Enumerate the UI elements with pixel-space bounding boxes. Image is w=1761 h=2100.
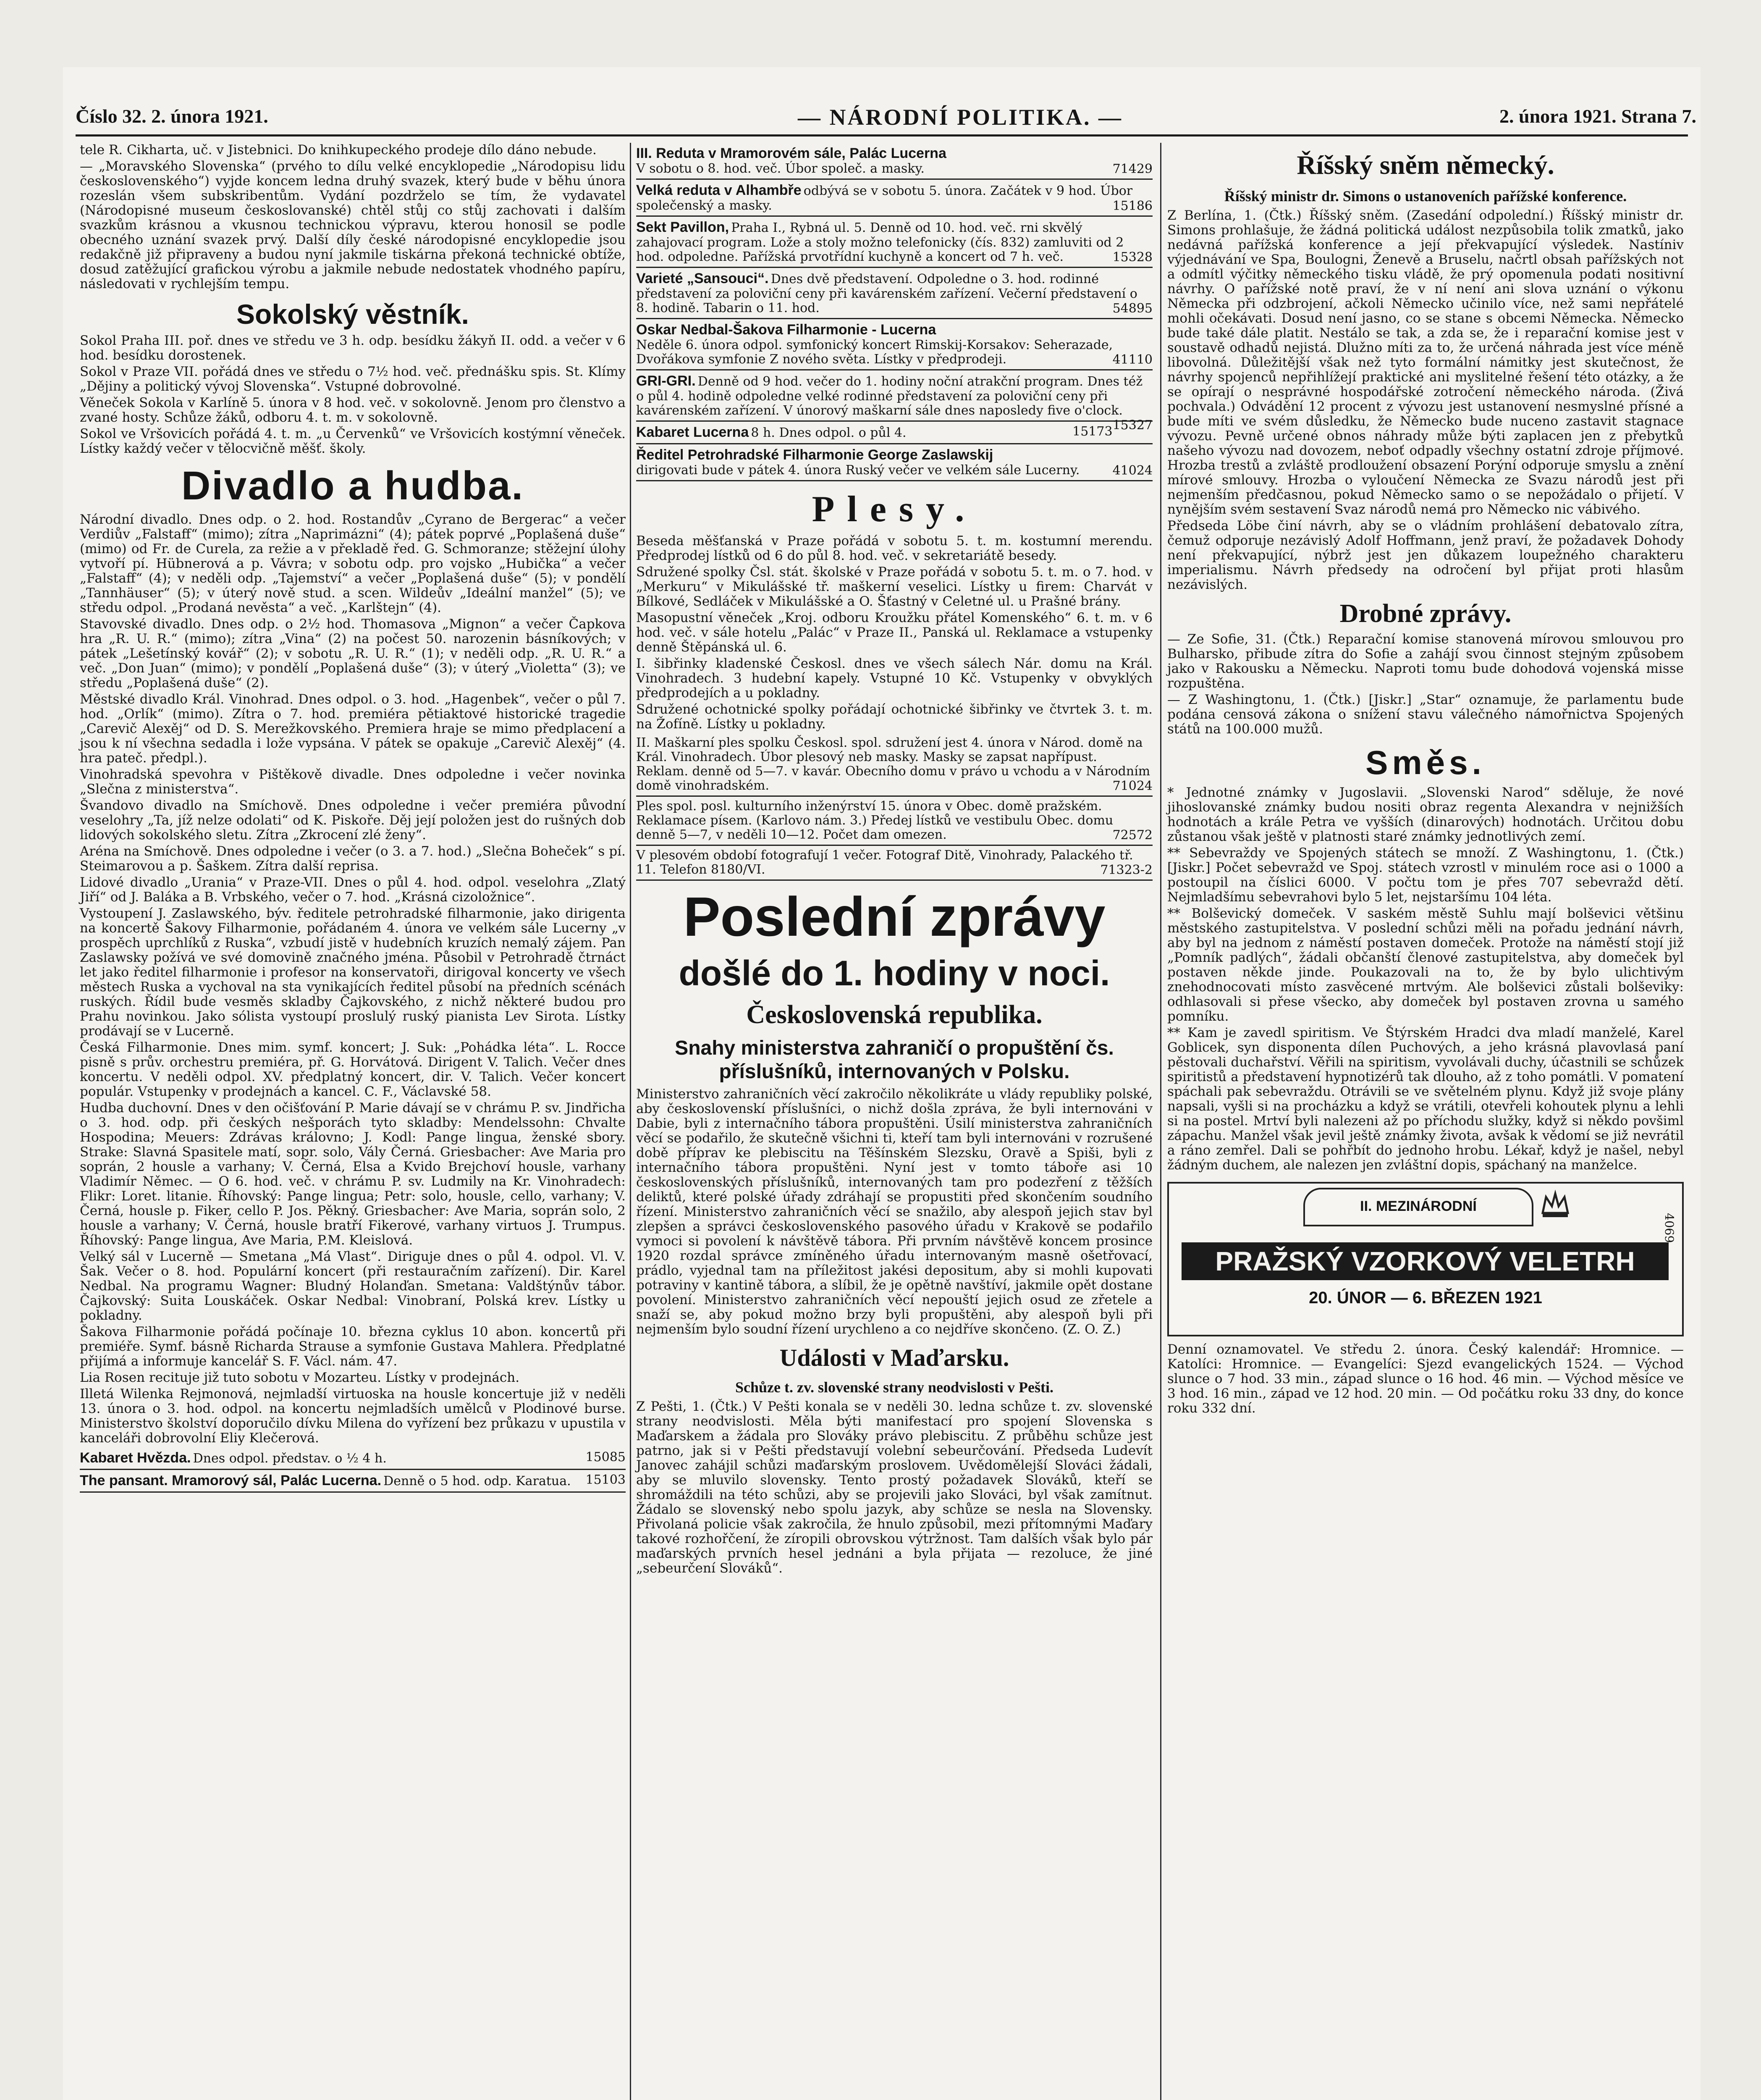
theatre-notice: Hudba duchovní. Dnes v den očišťování P. Marie dávají se v chrámu P. sv. Jindřicha o 3. hod. odp. při českých nešporách tyto skladby: Mendelssohn: Chvalte Hospodina; Meuers: Zdrávas královno; J. Kodl: Pange lingua, ženské sbory. Strake: Slavná Spasitele matí, sopr. solo, Vály Černá. Griesbacher: Ave Maria pro soprán, 2 housle a varhany; V. Černá, Elsa a Kvido Brejchoví housle, varhany Vladimír Němec. — O 6. hod. več. v chrámu P. sv. Ludmily na Kr. Vinohradech: Flikr: Loret. litanie. Říhovský: Pange lingua; Petr: solo, housle, cello, varhany; V. Černá, housle p. Fiker, cello P. Jos. Pěkný. Griesbacher: Ave Maria, soprán solo, 2 housle a varhany; V. Černá, housle bratří Fikerové, varhany virtuos J. Trumpus. Říhovský: Pange lingua, Ave Maria, P.M. Kleislová. — [80, 1100, 626, 1248]
notice: Sokol ve Vršovicích pořádá 4. t. m. „u Červenků“ ve Vršovicích kostýmní věneček. Lístky každý večer v tělocvičně měšť. školy. — [80, 426, 626, 456]
ad-number: 15103 — [585, 1473, 626, 1487]
classified-ad — [80, 1470, 626, 1493]
ad-text: dirigovati bude v pátek 4. února Ruský večer ve velkém sále Lucerny. — [636, 463, 1080, 478]
miscellany-item: ** Sebevraždy ve Spojených státech se množí. Z Washingtonu, 1. (Čtk.) [Jiskr.] Počet sebevražd ve Spoj. státech vzrostl v minulém roce asi o 1000 a postoupil na číslici 6000. V počtu tom je přes 707 sebevražd dětí. Nejmladšímu sebevrahovi bylo 5 let, nejstaršímu 104 léta. — [1167, 845, 1684, 905]
ad-number: 71323-2 — [1100, 863, 1153, 877]
article-headline: Říšský ministr dr. Simons o ustanoveních pařížské konference. — [1224, 188, 1627, 205]
newspaper-title: — NÁRODNÍ POLITIKA. — — [798, 105, 1123, 130]
ad-text: Neděle 6. února odpol. symfonický koncert Rimskij-Korsakov: Seherazade, Dvořákova symfonie Z nového světa. Lístky v předprodeji. — [636, 338, 1113, 367]
ad-number: 71024 — [1112, 779, 1153, 793]
trade-fair-advertisement — [1167, 1182, 1684, 1336]
theatre-notice: Městské divadlo Král. Vinohrad. Dnes odpol. o 3. hod. „Hagenbek“, večer o půl 7. hod. „Orlík“ (mimo). Zítra o 7. hod. premiéra pětiaktové historické tragedie „Carevič Alexěj“ od D. S. Merežkovského. Premiera hraje se mimo předplacení a jsou k ní všechna sedadla i lože vypsána. V pátek se opakuje „Carevič Alexěj“ (4. hra pateč. předpl.). — [80, 692, 626, 766]
column-middle — [636, 143, 1153, 1578]
ad-number: 54895 — [1112, 301, 1153, 316]
article-text: Ministerstvo zahraničních věcí zakročilo několikráte u vlády republiky polské, aby československí příslušníci, o nichž došla zpráva, že byli internováni v Dabie, byli z internačního tábora propuštěni. Úsilí ministerstva zahraničních věcí se podařilo, že skutečně všichni ti, kteří tam byli internováni v rozrušené době příprav ke plebiscitu na Těšínském Slezsku, Oravě a Spiši, byli z internačního tábora propuštěni. Nyní jest v tomto táboře asi 10 československých příslušníků, internovaných tam pro podezření z těžších deliktů, které polské úřady zdráhají se propustiti před skončením soudního řízení. Ministerstvo zahraničních věcí se snažilo, aby alespoň jejich stav byl zlepšen a správci československého pasového úřadu v Krakově se podařilo vymoci si povolení k návštěvě tábora. Při prvním návštěvě koncem prosince 1920 rozdal správce zmíněného úřadu internovaným masně ošetřovací, prádlo, vyjednal tam na příležitost jakési depositum, aby si mohli kupovati potraviny v kantině tábora, a slíbil, že je opětně navštíví, jakmile opět dostane povolení. Ministerstvo zahraničních věcí nepouští jejich osud ze zřetele a snaží se, aby pokud možno brzy byli propuštěni, aby alespoň byli při nejmenším bylo soudní řízení urychleno a co nejdříve skončeno. (Z. O. Z.) — [636, 1087, 1153, 1337]
theatre-notice: Česká Filharmonie. Dnes mim. symf. koncert; J. Suk: „Pohádka léta“. L. Rocce pisně s prův. orchestru premiéra, př. G. Horvátová. Dirigent V. Talich. Večer dnes koncertu. V neděli odpol. XV. předplatný koncert, dir. V. Talich. Večer koncert populár. Vstupenky v prodejnách a kancel. C. F., Václavské 58. — [80, 1040, 626, 1099]
theatre-notice: Illetá Wilenka Rejmonová, nejmladší virtuoska na housle koncertuje již v neděli 13. února o 3. hod. odpol. na koncertu nejmladších umělců v Plodinové burse. Ministerstvo školství doporučilo dívku Milena do vyřízení bez průkazu v upustila v kanceláři dobrovolní Eliy Klečerová. — [80, 1386, 626, 1446]
ad-title: Ředitel Petrohradské Filharmonie George Zaslawskij — [636, 447, 993, 463]
classified-ad — [636, 797, 1153, 846]
classified-ad — [636, 733, 1153, 797]
theatre-notice: Velký sál v Lucerně — Smetana „Má Vlast“. Diriguje dnes o půl 4. odpol. Vl. V. Šak. Večer o 8. hod. Populární koncert (při restauračním zařízení). Dir. Karel Nedbal. Na programu Wagner: Bludný Holanďan. Smetana: Valdštýnův tábor. Čajkovský: Suita Louskáček. Oskar Nedbal: Vinobraní, Polská krev. Lístky u pokladny. — [80, 1249, 626, 1323]
column-divider — [1160, 143, 1161, 2100]
ad-text: V plesovém období fotografují 1 večer. Fotograf Ditě, Vinohrady, Palackého tř. 11. Telefon 8180/VI. — [636, 848, 1133, 877]
article-text: Z Berlína, 1. (Čtk.) Říšský sněm. (Zasedání odpolední.) Říšský ministr dr. Simons prohlašuje, že žádná politická událost nezpůsobila tolik zmatků, jako nedávná pařížská konference a její překvapující výsledek. Nastíniv výjednávání ve Spa, Boulogni, Ženevě a Bruselu, načrtl obsah pařížských not a odmítl výčitky německého tisku vládě, že prý opomenula podati nositivní návrhy. O pařížské notě praví, že v ní není ani slova uznání o výkonu Německa při odzbrojení, ačkoli Německo učinilo více, než sami nepřátelé mohli očekávati. Dosud není jasno, co se stane s obcemi Německa. Německo bude také dále platit. Nestálo se tak, a zda se, že i reparační komise jest v soustavě odhadů nejistá. Dlužno míti za to, že určená náhrada jest více méně libovolná. Důležitější však než tyto formální námitky jest skutečnost, že návrhy spojenců nepřihlížejí praktické ani myslitelné řešení této otázky, a že se opírají o nesprávné hospodářské zotročení německého národa. (Živá pochvala.) Odvádění 12 procent z vývozu jest ustanovení nesmyslné přísné a bude míti ve svém důsledku, že Německo bude nuceno zastavit stagnace vývozu. Pevně určené obnos náhrady může býti zaplacen jen z přebytků našeho vývozu nad dovozem, neboť odpadly všechny ostatní zdroje příjmové. Hrozba trestů a zvláště prodloužení obsazení Porýní odporuje smyslu a znění mírové smlouvy. Hrozba o vyloučení Německa ze Svazu národů jest při nejmenším předčasnou, pokud Německo samo o se nepožádalo o přijetí. V nynějším svém sestavení Svaz národů nemá pro Německo nic vábivého. — [1167, 208, 1684, 517]
article-headline: Schůze t. zv. slovenské strany neodvislosti v Pešti. — [735, 1379, 1053, 1396]
article-text: Z Pešti, 1. (Čtk.) V Pešti konala se v neděli 30. ledna schůze t. zv. slovenské strany neodvislosti. Měla býti manifestací pro spojení Slovenska s Maďarskem a žádala pro Slováky právo plebiscitu. Z průběhu schůze jest patrno, jak si v Pešti představují volební sebeurčování. Předseda Ludevít Janovec zahájil schůzi maďarským proslovem. Uvědomělejší Slováci žádali, aby se mluvilo slovensky. Tento prostý požadavek Slováků, kteří se shromáždili na této schůzi, aby se projevili jako Slováci, byl však zamítnut. Žádalo se slovenský nebo spolu jazyk, aby schůze se nesla na Slovensky. Přivolaná policie však zakročila, že hnulo způsobil, mezi přítomnými Maďary takové rozhořčení, že zíropili obrovskou výtržnost. Tam dalších však bylo pár maďarských prvních hesel jednáni a byla přijata — rezoluce, že jiné „sebeurčení Slováků“. — [636, 1399, 1153, 1576]
classified-ad — [636, 268, 1153, 319]
classified-ad — [636, 422, 1153, 444]
theatre-notice: Národní divadlo. Dnes odp. o 2. hod. Rostandův „Cyrano de Bergerac“ a večer Verdiův „Falstaff“ (mimo); zítra „Naprimázni“ (4); pátek poprvé „Poplašená duše“ (mimo) od Fr. de Curela, za režie a v překladě řed. G. Schmoranze; stěžejní úlohy vytvoří pí. Hübnerová a p. Vávra; v sobotu odp. pro vojsko „Hubička“ a večer „Falstaff“ (4); v neděli odp. „Tajemství“ a večer „Poplašená duše“ (5); v pondělí „Tannhäuser“ (5); v úterý nově stud. a scen. Wildeův „Ideální manžel“ (5); ve středu odpol. „Prodaná nevěsta“ a več. „Karlštejn“ (4). — [80, 512, 626, 615]
theatre-notice: Švandovo divadlo na Smíchově. Dnes odpoledne i večer premiéra původní veselohry „Ta, jíž nelze odolati“ od K. Piskoře. Děj její položen jest do rušných dob lidových sokolského sletu. Zítra „Zkrocení zlé ženy“. — [80, 798, 626, 843]
fair-date: 20. ÚNOR — 6. BŘEZEN 1921 — [1309, 1289, 1542, 1307]
ad-text: Praha I., Rybná ul. 5. Denně od 10. hod. več. rni skvělý zahajovací program. Lože a stoly možno telefonicky (čís. 832) zamluviti od 2 hod. odpoledne. Pařížská prvotřídní kuchyně a koncert od 7 h. več. — [636, 220, 1124, 264]
article-text: Předseda Löbe činí návrh, aby se o vládním prohlášení debatovalo zítra, čemuž odporuje nezávislý Adolf Hoffmann, jenž praví, že požadavek Dohody není překvapující, nýbrž jest jen důkazem loupežného charakteru imperialismu. Návrh předsedy na odročení byl přijat proti hlasům nezávislých. — [1167, 518, 1684, 592]
ad-title: Kabaret Hvězda. — [80, 1450, 191, 1466]
ad-title: Oskar Nedbal-Šakova Filharmonie - Lucerna — [636, 322, 936, 338]
ad-text: odbývá se v sobotu 5. února. Začátek v 9 hod. Úbor společenský a masky. — [636, 184, 1133, 213]
theatre-notice: Vinohradská spevohra v Pištěkově divadle. Dnes odpoledne i večer novinka „Slečna z ministerstva“. — [80, 767, 626, 797]
ad-text: Denně o 5 hod. odp. Karatua. — [383, 1474, 571, 1488]
daily-calendar: Denní oznamovatel. Ve středu 2. února. Český kalendář: Hromnice. — Katolíci: Hromnice. — Evangelíci: Sjezd evangelických 1524. — Východ slunce o 7 hod. 33 min., západ slunce o 16 hod. 46 min. — Východ měsíce ve 3 hod. 16 min., západ ve 12 hod. 20 min. — Od počátku roku 33 dny, do konce roku 332 dní. — [1167, 1342, 1684, 1416]
ad-text: Dnes dvě představení. Odpoledne o 3. hod. rodinné představení za poloviční ceny při kavárenském zařízení. Večerní představení o 8. hodině. Tabarin o 11. hod. — [636, 272, 1137, 315]
ad-title: GRI-GRI. — [636, 373, 696, 389]
news-brief: — Z Washingtonu, 1. (Čtk.) [Jiskr.] „Star“ oznamuje, že parlamentu bude podána censová zákona o snížení stavu válečného námořnictva Spojených států na 100.000 mužů. — [1167, 692, 1684, 737]
ad-number: 4069 — [1662, 1213, 1676, 1243]
column-divider — [630, 143, 631, 2100]
theatre-notice: Lia Rosen recituje již tuto sobotu v Mozarteu. Lístky v prodejnách. — [80, 1370, 520, 1385]
section-heading: Směs. — [1365, 744, 1486, 781]
latest-news-subheading: došlé do 1. hodiny v noci. — [679, 953, 1110, 993]
ad-number: 72572 — [1112, 828, 1153, 843]
ad-number: 41110 — [1112, 352, 1153, 367]
classified-ad — [636, 444, 1153, 481]
ad-text: Dnes odpol. představ. o ½ 4 h. — [193, 1451, 387, 1466]
latest-news-heading: Poslední zprávy — [683, 886, 1106, 948]
theatre-notice: Stavovské divadlo. Dnes odp. o 2½ hod. Thomasova „Mignon“ a večer Čapkova hra „R. U. R.“ (mimo); zítra „Vina“ (2) na počest 50. narozenin básníkových; v pátek „Lešetínský kovář“ (2); v sobotu „R. U. R.“ (1); v neděli odp. „R. U. R.“ a več. „Don Juan“ (mimo); v pondělí „Poplašená duše“ (3); v úterý „Violetta“ (3); ve středu „Poplašená duše“ (2). — [80, 617, 626, 690]
issue-number: Číslo 32. 2. února 1921. — [76, 105, 268, 127]
ad-title: Sekt Pavillon, — [636, 219, 729, 235]
notice: Sokol Praha III. poř. dnes ve středu ve 3 h. odp. besídku žákyň II. odd. a večer v 6 hod. besídku dorostenek. — [80, 333, 626, 363]
masthead — [76, 97, 1696, 134]
miscellany-item: ** Bolševický domeček. V saském městě Suhlu mají bolševici většinu městského zastupitelstva. V poslední schůzi měli na pořadu jednání návrh, aby byl na jednom z náměstí postaven domeček. Protože na náměstí stojí již „Pomník padlých“, žádali občanští členové zastupitelstva, aby domeček byl postaven někde jinde. Poukazovali na to, že by bylo ulichtivým znehodnocovati místo zasvěcené mrtvým. Ale bolševici zůstali bolševiky: odhlasovali si přese všecko, aby domeček byl postaven zrovna u samého pomníku. — [1167, 906, 1684, 1024]
ad-number: 15186 — [1112, 199, 1153, 213]
article-text: tele R. Cikharta, uč. v Jistebnici. Do knihkupeckého prodeje dílo dáno nebude. — [80, 142, 597, 158]
article-text: — „Moravského Slovenska“ (prvého to dílu velké encyklopedie „Národopisu lidu československého“) vyjde koncem ledna druhý svazek, který bude v běhu února rozeslán všem subskribentům. Vydání pozdrželo se tím, že vydavatel (Národopisné museum českoslovanské) chtěl stůj co stůj zachovati i dalším svazkům krásnou a vkusnou technickou výpravu, kterou honosil se podle obecného uznání svazek prvý. Další díly české národopisné encyklopedie jsou redakčně již připraveny a budou nyní jakmile tiskárna překoná technické obtíže, dosud zatěžující grafickou výrobu a jakmile nebude nedostatek vhodného papíru, následovati v rychlejším tempu. — [80, 159, 626, 291]
news-brief: — Ze Sofie, 31. (Čtk.) Reparační komise stanovená mírovou smlouvou pro Bulharsko, přibude zítra do Sofie a zahájí svou činnost stejným způsobem jako v Rakousku a Německu. Naproti tomu bude dohodová vojenská misse rozpuštěna. — [1167, 632, 1684, 691]
classified-ad — [636, 217, 1153, 268]
miscellany-item: * Jednotné známky v Jugoslavii. „Slovenski Narod“ sděluje, že nové jihoslovanské známky budou nositi obraz regenta Alexandra v nejnižších hodnotách a krále Petra ve vyšších (dinarových) hodnotách. Určitou dobu zůstanou však ještě v platnosti staré známky jednotlivých zemí. — [1167, 785, 1684, 844]
section-heading: Události v Maďarsku. — [779, 1344, 1009, 1371]
ad-text: 8 h. Dnes odpol. o půl 4. — [751, 425, 907, 440]
fair-badge: II. MEZINÁRODNÍ — [1303, 1188, 1533, 1226]
ball-notice: Masopustní věneček „Kroj. odboru Kroužku přátel Komenského“ 6. t. m. v 6 hod. več. v sále hotelu „Palác“ v Praze II., Panská ul. Reklamace a vstupenky denně Štěpánská ul. 6. — [636, 610, 1153, 655]
ad-text: V sobotu o 8. hod. več. Úbor společ. a masky. — [636, 161, 925, 176]
section-heading: Československá republika. — [746, 1000, 1043, 1029]
classified-ad — [636, 143, 1153, 180]
ball-notice: Beseda měšťanská v Praze pořádá v sobotu 5. t. m. kostumní merendu. Předprodej lístků od 6 do půl 8. hod. več. v sekretariátě besedy. — [636, 533, 1153, 563]
theatre-notice: Aréna na Smíchově. Dnes odpoledne i večer (o 3. a 7. hod.) „Slečna Boheček“ s pí. Steimarovou a p. Šaškem. Zítra další reprisa. — [80, 844, 626, 874]
ball-notice: Sdružené ochotnické spolky pořádají ochotnické šibřinky ve čtvrtek 3. t. m. na Žofíně. Lístky u pokladny. — [636, 702, 1153, 732]
ad-number: 15328 — [1112, 250, 1153, 265]
section-heading: Divadlo a hudba. — [181, 463, 524, 508]
theatre-notice: Lidové divadlo „Urania“ v Praze-VII. Dnes o půl 4. hod. odpol. veselohra „Zlatý Jiří“ od J. Baláka a B. Vrbského, večer o 7. hod. „Krásná cizoložnice“. — [80, 875, 626, 905]
column-left — [80, 143, 626, 1493]
miscellany-item: ** Kam je zavedl spiritism. Ve Štýrském Hradci dva mladí manželé, Karel Goblicek, syn disponenta dílen Puchových, a jeho krásná plavovlasá paní pěstovali duchařství. Věřili na spiritism, vyvolávali duchy, účastnili se schůzek spiritistů a představení hypnotizérů tak dlouho, až z toho pomátli. V pomatení spáchali pak sebevraždu. Otrávili se ve světelném plynu. Když již svoje plány napsali, vyšli si na procházku a když se vrátili, otevřeli kohoutek plynu a lehli si na postel. Mrtví byli nalezeni až po příchodu služky, když si někdo povšiml zápachu. Manžel však jevil ještě známky života, avšak k vědomí se již nevrátil a ráno zemřel. Dali se pohřbít do jednoho hrobu. Lékař, když je našel, nebyl žádným duchem, ale nalezen jen zvláštní dopis, spáchaný na manželce. — [1167, 1025, 1684, 1173]
fair-name: PRAŽSKÝ VZORKOVÝ VELETRH — [1182, 1242, 1669, 1280]
column-right — [1167, 143, 1684, 1418]
classified-ad — [636, 180, 1153, 217]
ad-title: The pansant. Mramorový sál, Palác Lucerna. — [80, 1473, 382, 1488]
ball-notice: Sdružené spolky Čsl. stát. školské v Praze pořádá v sobotu 5. t. m. o 7. hod. v „Merkuru“ v Mikulášské tř. maškerní veselici. Lístky u firem: Charvát v Bílkové, Sedláček v Mikulášské a O. Šťastný v Celetné ul. u Prašné brány. — [636, 564, 1153, 609]
ad-title: Kabaret Lucerna — [636, 424, 749, 440]
ad-text: II. Maškarní ples spolku Českosl. spol. sdružení jest 4. února v Národ. domě na Král. Vinohradech. Úbor plesový neb masky. Masky se zapsat napřípust. Reklam. denně od 5—7. v kavár. Obecního domu v právo u vchodu a v Národním domě vinohradském. — [636, 735, 1150, 793]
theatre-notice: Vystoupení J. Zaslawského, býv. ředitele petrohradské filharmonie, jako dirigenta na koncertě Šakovy Filharmonie, pořádaném 4. února ve velkém sále Lucerny „v prospěch uprchlíků z Ruska“, vzbudí jistě v hudebních kruzích nemalý zájem. Pan Zaslawsky požívá ve své domovině značného jména. Působil v Petrohradě čtrnáct let jako ředitel filharmonie i profesor na konservatoři, dirigoval koncerty ve všech městech Ruska a vychoval na sta vynikajících ředitel působí na předních scénách ruských. Řídil bude vesměs skladby Čajkovského, z nichž některé budou pro Prahu novinkou. Jako sólista vystoupí proslulý ruský pianista Lev Sirota. Lístky prodávají se v Lucerně. — [80, 906, 626, 1039]
masthead-rule — [76, 134, 1688, 136]
ad-text: Ples spol. posl. kulturního inženýrství 15. února v Obec. domě pražském. Reklamace písem. (Karlovo nám. 3.) Předej lístků ve vestibulu Obec. domu denně 5—7, v neděli 10—12. Počet dam omezen. — [636, 799, 1114, 842]
crown-emblem-icon — [1538, 1188, 1572, 1221]
section-heading: Plesy. — [812, 489, 977, 530]
ad-number: 15085 — [585, 1450, 626, 1465]
classified-ad — [80, 1447, 626, 1470]
theatre-notice: Šakova Filharmonie pořádá počínaje 10. března cyklus 10 abon. koncertů při premiéře. Symf. básně Richarda Strause a symfonie Gustava Mahlera. Předplatné přijímá a informuje kancelář S. F. Václ. nám. 47. — [80, 1324, 626, 1369]
ad-number: 15173 — [1072, 424, 1113, 439]
ad-number: 41024 — [1112, 463, 1153, 478]
section-heading: Drobné zprávy. — [1339, 599, 1512, 628]
classified-ad — [636, 846, 1153, 881]
page-date: 2. února 1921. Strana 7. — [1499, 105, 1696, 127]
ad-title: Varieté „Sansouci“. — [636, 270, 769, 286]
classified-ad — [636, 319, 1153, 370]
ball-notice: I. šibřinky kladenské Českosl. dnes ve všech sálech Nár. domu na Král. Vinohradech. 3 hudební kapely. Vstupné 10 Kč. Vstupenky v obvyklých předprodejích a u pokladny. — [636, 656, 1153, 701]
ad-text: Denně od 9 hod. večer do 1. hodiny noční atrakční program. Dnes též o půl 4. hodině odpoledne velké rodinné představení za poloviční ceny při kavárenském zařízení. V únorový maškarní sále dnes naposledy five o'clock. — [636, 374, 1143, 418]
section-heading: Říšský sněm německý. — [1297, 150, 1554, 180]
ad-title: III. Reduta v Mramorovém sále, Palác Lucerna — [636, 145, 946, 161]
notice: Sokol v Praze VII. pořádá dnes ve středu o 7½ hod. več. přednášku spis. St. Klímy „Dějiny a politický vývoj Slovenska“. Vstupné dobrovolné. — [80, 364, 626, 394]
article-headline: Snahy ministerstva zahraničí o propuštění čs. příslušníků, internovaných v Polsku. — [675, 1037, 1114, 1083]
ad-title: Velká reduta v Alhambře — [636, 182, 802, 198]
ad-number: 71429 — [1112, 162, 1153, 176]
notice: Věneček Sokola v Karlíně 5. února v 8 hod. več. v sokolovně. Jenom pro členstvo a zvané hosty. Schůze žáků, odboru 4. t. m. v sokolovně. — [80, 395, 626, 425]
ad-number: 15327 — [1112, 418, 1153, 433]
section-heading: Sokolský věstník. — [236, 299, 469, 330]
